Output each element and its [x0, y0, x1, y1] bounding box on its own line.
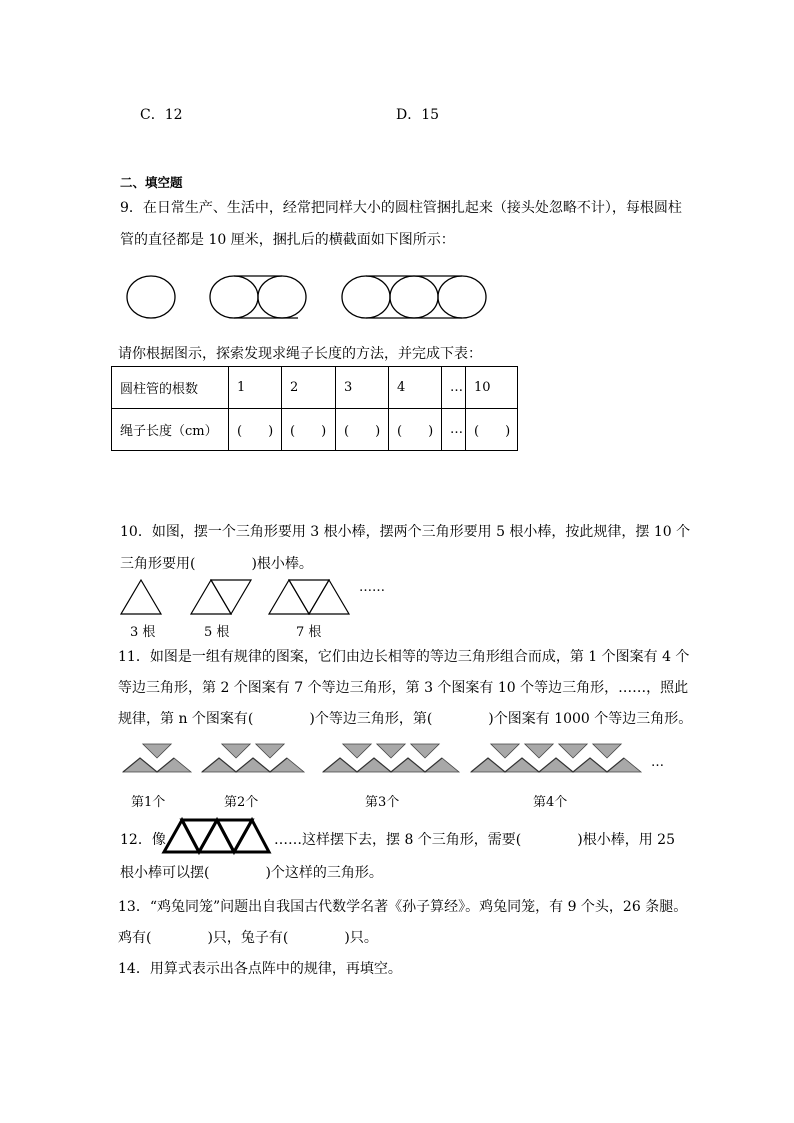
table-cell: 10 — [466, 367, 518, 409]
q13-line1: 13．“鸡兔同笼”问题出自我国古代数学名著《孙子算经》。鸡兔同笼，有 9 个头，26 条腿。 — [118, 899, 688, 915]
q11-figure — [115, 738, 675, 816]
answer-blank[interactable]: ( ) — [282, 409, 336, 451]
table-cell: 绳子长度（cm） — [112, 409, 229, 451]
table-cell: … — [442, 409, 466, 451]
q9-line2: 管的直径都是 10 厘米，捆扎后的横截面如下图所示： — [120, 232, 455, 248]
q12-line2: 根小棒可以摆( )个这样的三角形。 — [120, 865, 383, 881]
answer-blank[interactable]: ( ) — [466, 409, 518, 451]
pipe-1-circle — [127, 276, 175, 318]
q11-label-4: 第4个 — [533, 795, 568, 810]
section-title: 二、填空题 — [120, 175, 183, 190]
q14-line1: 14．用算式表示出各点阵中的规律，再填空。 — [118, 961, 402, 977]
triangle-pattern-1 — [121, 580, 161, 614]
table-cell: 2 — [282, 367, 336, 409]
q9-pipe-figure — [120, 268, 500, 328]
q11-line1: 11．如图是一组有规律的图案，它们由边长相等的等边三角形组合而成，第 1 个图案有 4 个 — [118, 649, 690, 665]
q11-line2: 等边三角形，第 2 个图案有 7 个等边三角形，第 3 个图案有 10 个等边三角形，……，照此 — [118, 680, 689, 696]
q11-ellipsis: … — [651, 755, 664, 770]
answer-blank[interactable]: ( ) — [229, 409, 282, 451]
table-cell: … — [442, 367, 466, 409]
triangle-pattern-3 — [269, 580, 349, 614]
q10-figure — [110, 574, 400, 644]
q11-label-1: 第1个 — [131, 795, 166, 810]
q11-line3: 规律，第 n 个图案有( )个等边三角形，第( )个图案有 1000 个等边三角形。 — [118, 711, 693, 727]
q9-line1: 9．在日常生产、生活中，经常把同样大小的圆柱管捆扎起来（接头处忽略不计），每根圆柱 — [120, 200, 682, 216]
q10-ellipsis: …… — [359, 580, 385, 595]
q11-pattern-3 — [323, 744, 459, 772]
table-cell: 1 — [229, 367, 282, 409]
answer-blank[interactable]: ( ) — [389, 409, 442, 451]
q10-line1: 10．如图，摆一个三角形要用 3 根小棒，摆两个三角形要用 5 根小棒，按此规律，摆 10 个 — [120, 524, 691, 540]
q10-label-1: 3 根 — [130, 625, 156, 640]
q11-pattern-1 — [123, 744, 191, 772]
q11-label-2: 第2个 — [224, 795, 259, 810]
option-d: D．15 — [396, 107, 440, 123]
q12-triangle-strip — [162, 816, 274, 856]
answer-blank[interactable]: ( ) — [336, 409, 389, 451]
q13-line2: 鸡有( )只，兔子有( )只。 — [118, 930, 378, 946]
q9-table — [111, 366, 518, 451]
table-cell: 3 — [336, 367, 389, 409]
table-cell: 圆柱管的根数 — [112, 367, 229, 409]
q10-label-2: 5 根 — [204, 625, 230, 640]
pipe-2-bundle — [210, 276, 306, 318]
table-row — [112, 409, 518, 451]
option-c: C．12 — [140, 107, 183, 123]
table-row — [112, 367, 518, 409]
q11-label-3: 第3个 — [365, 795, 400, 810]
triangle-pattern-2 — [191, 580, 251, 614]
q12-prefix: 12．像 — [120, 832, 166, 848]
pipe-3-bundle — [342, 276, 486, 318]
q9-instruction: 请你根据图示，探索发现求绳子长度的方法，并完成下表： — [118, 346, 482, 362]
q10-label-3: 7 根 — [296, 625, 322, 640]
table-cell: 4 — [389, 367, 442, 409]
q10-line2: 三角形要用( )根小棒。 — [120, 556, 313, 572]
q12-suffix: ……这样摆下去，摆 8 个三角形，需要( )根小棒，用 25 — [274, 832, 675, 848]
